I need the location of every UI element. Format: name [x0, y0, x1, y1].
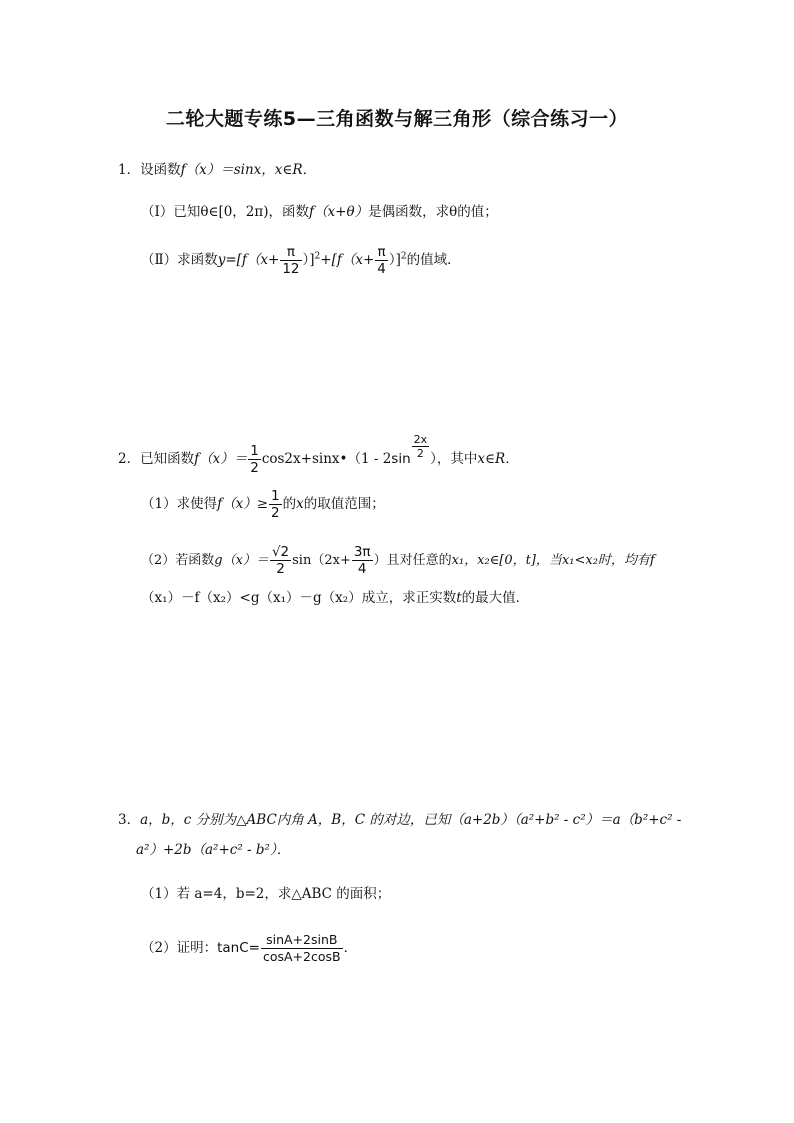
q3-stem-line1: [118, 810, 681, 830]
q2-part2-line2-t: t: [456, 590, 462, 606]
q2-part2-text-g: f: [649, 553, 655, 568]
q2-part1: [141, 488, 385, 521]
q3-part2: [141, 932, 357, 965]
q2-stem-sin-power-numerator: 2x: [413, 433, 428, 446]
q3-part2-fraction-denominator: cosA+2cosB: [262, 949, 341, 964]
q1-part2-fraction-1-numerator: π: [280, 244, 301, 261]
q2-stem-sin-power-denominator: 2: [416, 447, 424, 460]
q2-stem-fraction-denominator: 2: [250, 460, 259, 476]
q3-part2-fraction: [261, 932, 343, 965]
q2-part2-text-d: ）且对任意的: [373, 553, 452, 568]
page-title: 二轮大题专练5—三角函数与解三角形（综合练习一）: [165, 108, 629, 130]
q1-part2-text-e: ）]: [388, 252, 401, 268]
q1-stem-text-a: 设函数: [140, 162, 181, 178]
q3-part2-text-a: （2）证明：: [141, 940, 218, 956]
q2-part2-fraction-1-denominator: 2: [276, 561, 285, 577]
q2-part2-text-e: x₁，x₂∈[0，t]，当: [451, 553, 562, 568]
q1-part2-square-1: 2: [314, 251, 321, 262]
q2-part2: [141, 544, 655, 577]
q2-part1-text-a: （1）求使得: [141, 496, 218, 512]
q2-stem-sin: sin: [391, 451, 411, 467]
q2-stem-text-b: f（x）＝: [194, 451, 248, 467]
q1-part2-text-c: ）]: [302, 252, 315, 268]
q2-part2-text-f: x₁<x₂时，均有: [561, 553, 650, 568]
q1-part2-text-f: 的值域．: [406, 252, 461, 268]
q1-part1-text-a: （Ⅰ）已知θ∈[0，2π)，函数: [141, 204, 310, 220]
q3-part1-text: （1）若 a=4，b=2，求△ABC 的面积；: [141, 886, 391, 902]
q1-part2-text-b: y=[f（x+: [217, 252, 280, 268]
q1-part2-fraction-2: [375, 244, 388, 277]
q2-stem-fraction: [248, 443, 261, 476]
q1-stem-text-b: f（x）＝sinx，x∈R．: [180, 162, 317, 178]
q1-stem: [118, 160, 316, 180]
q2-part2-text-c: sin（2x+: [292, 553, 351, 568]
q2-part1-fraction-denominator: 2: [271, 505, 280, 521]
q2-part2-fraction-2-numerator: 3π: [353, 544, 371, 560]
q2-part1-text-c: 的: [282, 496, 297, 512]
q1-part2-fraction-2-numerator: π: [375, 244, 388, 261]
q2-part2-fraction-1: [270, 544, 291, 577]
q2-stem-text-e: x∈R．: [477, 451, 519, 467]
q1-part1-text-b: f（x+θ）: [309, 204, 369, 220]
q3-part2-fraction-numerator: sinA+2sinB: [261, 932, 343, 949]
q2-stem-text-c: cos2x+sinx•（1 - 2: [261, 451, 392, 467]
q3-number: 3．: [118, 812, 141, 828]
q2-stem-sin-power-fraction: [412, 433, 430, 460]
q3-part1: [141, 884, 390, 904]
q2-part2-fraction-2: [352, 544, 373, 577]
q2-part2-line2-end: 的最大值．: [461, 590, 530, 606]
q2-part1-text-e: 的取值范围；: [303, 496, 385, 512]
q2-stem: [118, 433, 519, 476]
q1-part1-text-c: 是偶函数，求θ的值；: [368, 204, 498, 220]
q1-part1: [141, 202, 498, 222]
q3-part2-text-b: tanC=: [217, 940, 260, 956]
q2-part2-line2-text: （x₁）－f（x₂）<g（x₁）－g（x₂）成立，求正实数: [141, 590, 457, 606]
q2-part2-text-a: （2）若函数: [141, 553, 215, 568]
q2-part1-text-d: x: [296, 496, 304, 512]
q2-part1-fraction: [269, 488, 282, 521]
q1-part2-fraction-1: [280, 244, 301, 277]
q1-part2-fraction-1-denominator: 12: [282, 261, 300, 277]
q2-part2-fraction-1-numerator: √2: [271, 544, 290, 560]
q1-number: 1．: [118, 162, 141, 178]
q1-part2-fraction-2-denominator: 4: [377, 261, 386, 277]
q3-stem-line2: [136, 840, 290, 860]
q2-part1-text-b: f（x）≥: [217, 496, 269, 512]
q1-part2-text-d: +[f（x+: [320, 252, 375, 268]
q3-stem-line1-text: a，b，c 分别为△ABC内角 A，B，C 的对边，已知（a+2b）（a²+b² - c²）＝a（b²+c² -: [140, 812, 682, 828]
q2-part1-fraction-numerator: 1: [271, 488, 280, 504]
q1-part2-text-a: （Ⅱ）求函数: [141, 252, 218, 268]
q3-stem-line2-text: a²）+2b（a²+c² - b²）．: [136, 842, 291, 858]
q2-part2-text-b: g（x）＝: [214, 553, 269, 568]
q2-stem-fraction-numerator: 1: [250, 443, 259, 459]
q1-part2: [141, 244, 461, 277]
q3-part2-text-c: ．: [343, 940, 358, 956]
q2-stem-text-a: 已知函数: [140, 451, 195, 467]
q2-part2-fraction-2-denominator: 4: [357, 561, 367, 577]
q2-stem-text-d: ），其中: [430, 451, 478, 467]
q2-number: 2．: [118, 451, 141, 467]
q2-part2-line2: [141, 588, 529, 608]
q1-part2-square-2: 2: [400, 251, 407, 262]
